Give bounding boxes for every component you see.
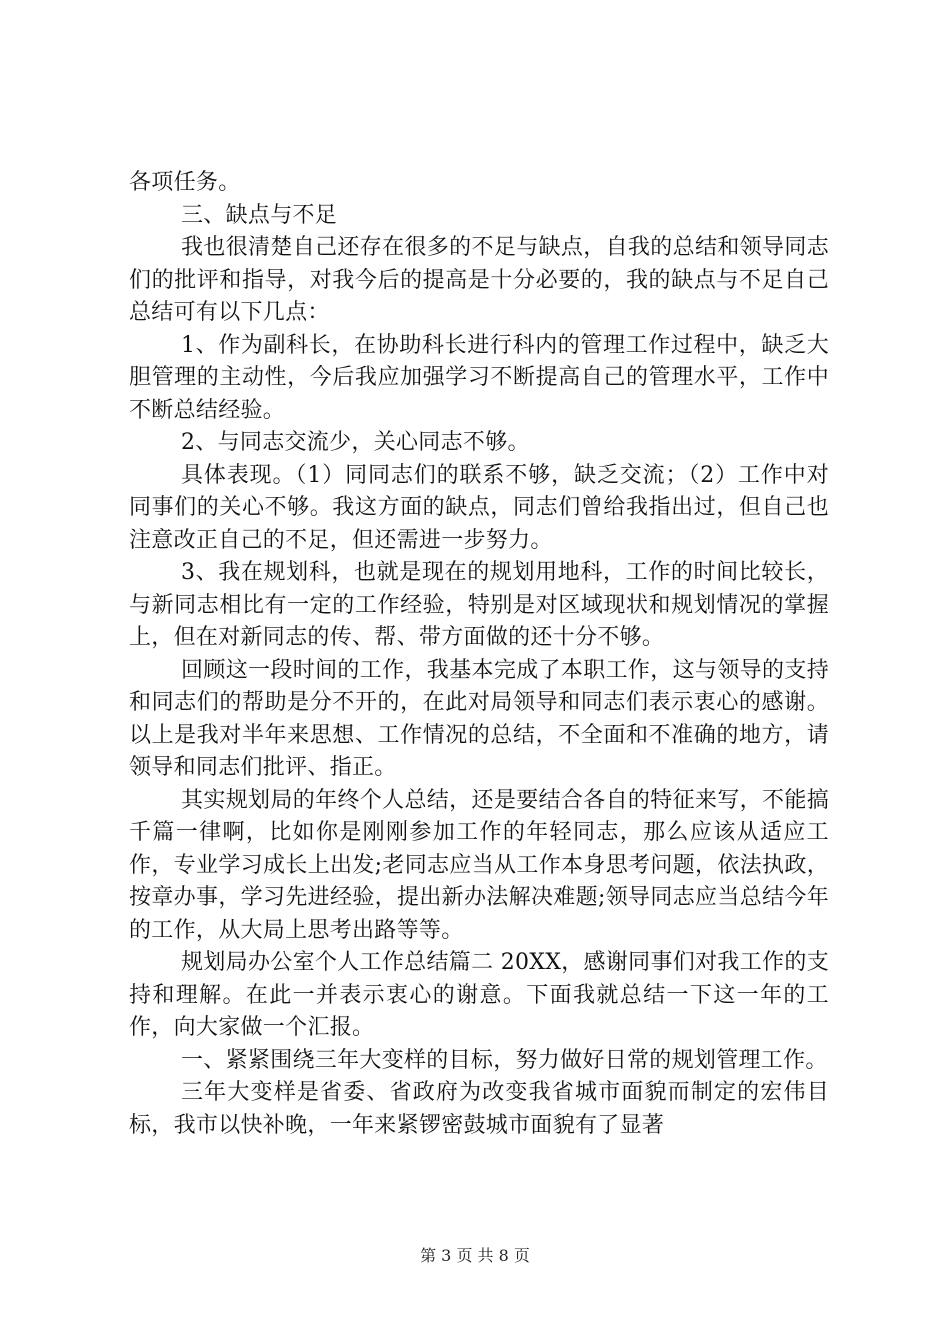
- paragraph: 三年大变样是省委、省政府为改变我省城市面貌而制定的宏伟目标，我市以快补晚，一年来紧锣密鼓城市面貌有了显著: [129, 1080, 829, 1138]
- paragraph: 具体表现。（1）同同志们的联系不够，缺乏交流；（2）工作中对同事们的关心不够。我这方面的缺点，同志们曾给我指出过，但自己也注意改正自己的不足，但还需进一步努力。: [129, 462, 829, 553]
- paragraph: 其实规划局的年终个人总结，还是要结合各自的特征来写，不能搞千篇一律啊，比如你是刚刚参加工作的年轻同志，那么应该从适应工作，专业学习成长上出发;老同志应当从工作本身思考问题，依法执政，按章办事，学习先进经验，提出新办法解决难题;领导同志应当总结今年的工作，从大局上思考出路等等。: [129, 787, 829, 943]
- page-number: 第 3 页 共 8 页: [420, 1246, 530, 1265]
- list-item: 2、与同志交流少，关心同志不够。: [181, 430, 530, 455]
- page-footer: [0, 1246, 950, 1266]
- list-item: 3、我在规划科，也就是现在的规划用地科，工作的时间比较长，与新同志相比有一定的工作经验，特别是对区域现状和规划情况的掌握上，但在对新同志的传、帮、带方面做的还十分不够。: [129, 560, 829, 650]
- list-item: 1、作为副科长，在协助科长进行科内的管理工作过程中，缺乏大胆管理的主动性，今后我应加强学习不断提高自己的管理水平，工作中不断总结经验。: [129, 332, 829, 423]
- paragraph: 回顾这一段时间的工作，我基本完成了本职工作，这与领导的支持和同志们的帮助是分不开的，在此对局领导和同志们表示衷心的感谢。以上是我对半年来思想、工作情况的总结，不全面和不准确的地方，请领导和同志们批评、指正。: [129, 657, 829, 780]
- section-heading: 三、缺点与不足: [181, 202, 338, 228]
- paragraph: 我也很清楚自己还存在很多的不足与缺点，自我的总结和领导同志们的批评和指导，对我今后的提高是十分必要的，我的缺点与不足自己总结可有以下几点：: [129, 235, 829, 325]
- paragraph: 规划局办公室个人工作总结篇二 20XX，感谢同事们对我工作的支持和理解。在此一并表示衷心的谢意。下面我就总结一下这一年的工作，向大家做一个汇报。: [129, 950, 829, 1040]
- section-heading: 一、紧紧围绕三年大变样的目标，努力做好日常的规划管理工作。: [181, 1047, 828, 1073]
- document-body: [129, 167, 829, 1142]
- paragraph: 各项任务。: [129, 170, 241, 195]
